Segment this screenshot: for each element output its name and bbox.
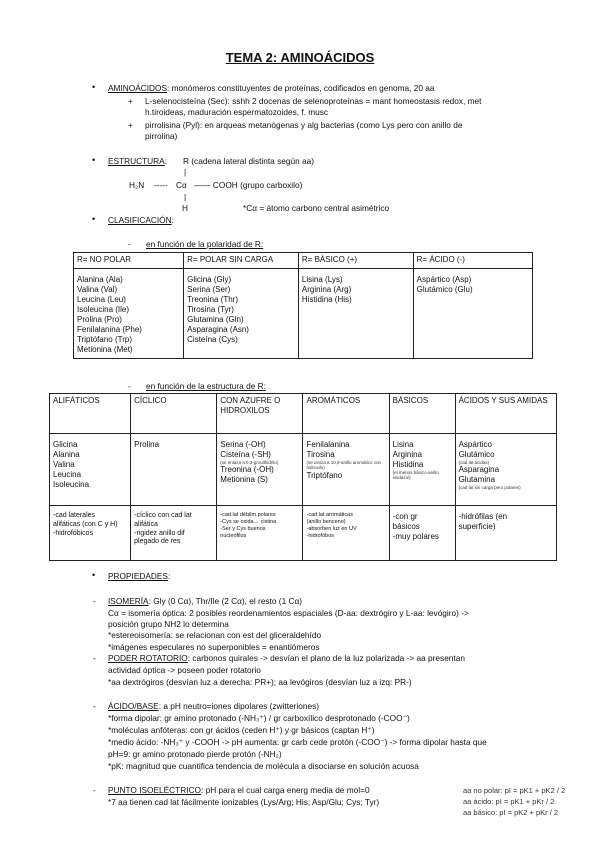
azufre-properties [217, 506, 303, 561]
alifaticos-cell [50, 434, 131, 506]
structure-table [49, 393, 557, 561]
punto-text: : pH para el cual carga energ media de mol=0 [200, 785, 370, 795]
poder-term: PODER ROTATORIO [108, 653, 188, 663]
header-acido: R= ÁCIDO (-) [413, 253, 532, 269]
list-item: Alanina (Ala) [77, 275, 123, 284]
plus-icon: + [128, 96, 133, 106]
list-item: -muy polares [392, 532, 439, 541]
list-item: (anillo benceno) [306, 518, 346, 525]
list-item: -cad laterales [53, 512, 96, 519]
acido-line1 [108, 701, 319, 712]
no-polar-cell [74, 269, 184, 359]
bullet-icon: • [92, 214, 96, 224]
list-item: Leucina (Leu) [77, 295, 126, 304]
bond-line-bottom: | [184, 192, 187, 202]
list-item: Tirosina [306, 450, 335, 459]
estructura-term: ESTRUCTURA [108, 156, 165, 166]
clasificacion-term: CLASIFICACIÓN [108, 215, 172, 225]
poder-line1 [108, 653, 465, 664]
isomeria-text: : Gly (0 Cα), Thr/Ile (2 Cα), el resto (1 Cα) [148, 596, 303, 606]
list-item: Glutamina [458, 475, 496, 485]
basicos-properties [389, 506, 455, 561]
bond-line-top: | [184, 167, 187, 177]
polar-sin-carga-cell [184, 269, 299, 359]
dash-marker: - [128, 381, 131, 391]
acidos-properties [455, 506, 556, 561]
bullet-icon: • [92, 82, 96, 92]
aromaticos-cell [303, 434, 389, 506]
header-azufre-hidroxilos: CON AZUFRE O HIDROXILOS [217, 394, 303, 434]
list-item: alifática [134, 520, 158, 528]
list-item: Histidina (His) [301, 295, 352, 304]
list-item: Metionina (Met) [77, 345, 133, 354]
cisteina-note: (se enlaza a 0,3-grouilhidrilo) [220, 460, 279, 465]
structure-heading: en función de la estructura de R: [146, 381, 266, 391]
acido-line6: *pK: magnitud que cuantifica tendencia de molécula a disociarse en solución acuosa [108, 761, 419, 771]
basicos-cell [389, 434, 455, 506]
basico-cell [298, 269, 413, 359]
dash-marker: - [93, 785, 96, 795]
side-note-basico: aa básico: pI = pK2 + pKr / 2 [463, 808, 559, 817]
list-item: Alanina [53, 450, 80, 459]
list-item: Aspártico (Asp) [416, 275, 472, 284]
table-row [74, 269, 533, 359]
table-header-row [74, 253, 533, 269]
acidos-cell [455, 434, 556, 506]
isomeria-line1 [108, 596, 302, 607]
aminoacidos-term: AMINOÁCIDOS [108, 83, 168, 93]
isomeria-line5: *imágenes especulares no superponibles = enantiómeros [108, 642, 320, 652]
list-item: nucleófilos [220, 532, 247, 539]
isomeria-line3: posición grupo NH2 lo determina [108, 619, 229, 629]
acido-line4: *medio ácido: -NH₃⁺ y -COOH -> pH aumenta: gr carb cede protón (-COO⁻) -> forma dipolar hasta que [108, 737, 487, 747]
list-item: superficie) [458, 522, 496, 531]
aminoacidos-definition [108, 83, 435, 94]
side-note-acido: aa ácido: pI = pK1 + pKr / 2 [463, 797, 555, 806]
list-item: Serina (-OH) [220, 440, 266, 449]
list-item: Valina (Val) [77, 285, 118, 294]
list-item: -cad lat aromáticas [306, 512, 353, 518]
list-item: Fenilalanina (Phe) [77, 325, 142, 334]
list-item: Triptófano (Trp) [77, 335, 132, 344]
list-item: Triptófano [306, 470, 343, 480]
header-basico: R= BÁSICO (+) [298, 253, 413, 269]
list-item: Lisina (Lys) [301, 275, 343, 284]
acido-line5: pH=9: gr amino protonado pierde protón (-NH₂) [108, 749, 282, 759]
list-item: -absorben luz en UV [306, 525, 357, 532]
r-group-label: R (cadena lateral distinta según aa) [183, 156, 314, 166]
list-item: Isoleucina [53, 480, 90, 489]
list-item: -hidrofóbicos [53, 529, 94, 537]
azufre-cell [217, 434, 303, 506]
poder-line3: *aa dextrógiros (desvían luz a derecha: PR+); aa levógiros (desvían luz a izq: PR-) [108, 677, 412, 687]
list-item: Metionina (S) [220, 475, 268, 485]
list-item: Prolina [134, 440, 160, 449]
propiedades-term: PROPIEDADES [108, 571, 168, 581]
selenocisteina-line1: L-selenocisteína (Sec): sshh 2 docenas de selenoproteínas = mant homeostasis redox, met [145, 96, 482, 106]
acido-text: : a pH neutro=iones dipolares (zwitteriones) [158, 701, 319, 711]
list-item: Arginina (Arg) [301, 285, 352, 294]
ciclico-properties [131, 506, 217, 561]
poder-text: : carbonos quirales -> desvían el plano de la luz polarizada -> aa presentan [187, 653, 465, 663]
poder-line2: actividad óptica -> poseen poder rotatorio [108, 665, 261, 675]
list-item: Arginina [392, 450, 423, 459]
acido-line2: *forma dipolar: gr amino protonado (-NH₃⁺) / gr carboxílico desprotonado (-COO⁻) [108, 713, 410, 723]
list-item: -rigidez anillo dif [134, 529, 185, 537]
list-item: Aspártico [458, 440, 492, 449]
list-item: Prolina (Pro) [77, 315, 122, 324]
header-ciclico: CÍCLICO [131, 394, 217, 434]
dash-marker: - [128, 239, 131, 249]
list-item: -con gr [392, 512, 418, 521]
table-row [50, 434, 557, 506]
list-item: -hidrófilas (en [458, 512, 508, 521]
tirosina-note: (se ioniza a 10,9-anillo aromático con hidroxilo) [306, 460, 382, 471]
punto-line1 [108, 785, 370, 796]
list-item: Asparagina [458, 465, 500, 475]
list-item: Glutámico (Glu) [416, 285, 473, 294]
isomeria-line2: Cα = isomería óptica: 2 posibles reordenamientos espaciales (D-aa: dextrógiro y L-aa: levógiro) -> [108, 608, 469, 618]
list-item: Lisina [392, 440, 414, 449]
alpha-carbon: Cα [176, 180, 187, 190]
alifaticos-properties [50, 506, 131, 561]
list-item: Glutámico [458, 450, 495, 459]
list-item: básicos [392, 522, 420, 531]
ciclico-cell [131, 434, 217, 506]
list-item: Serina (Ser) [187, 285, 231, 294]
list-item: Valina [53, 460, 75, 469]
list-item: -Cys se oxida→ cistina [220, 518, 277, 525]
isomeria-term: ISOMERÍA [108, 596, 149, 606]
side-note-no-polar: aa no polar: pI = pK1 + pK2 / 2 [463, 786, 566, 795]
bullet-icon: • [92, 570, 96, 580]
plus-icon: + [128, 120, 133, 130]
punto-term: PUNTO ISOELÉCTRICO [108, 785, 201, 795]
page-title: TEMA 2: AMINOÁCIDOS [225, 50, 375, 65]
header-alifaticos: ALIFÁTICOS [50, 394, 131, 434]
list-item: plegado de res [134, 538, 181, 546]
header-basicos: BÁSICOS [389, 394, 455, 434]
dash-marker: - [93, 596, 96, 606]
histidina-note: (el menos básico-anillo imidazol) [392, 470, 439, 481]
acido-line3: *moléculas anfóteras: con gr ácidos (ceden H⁺) y gr básicos (captan H⁺) [108, 725, 375, 735]
aminoacidos-text: : monómeros constituyentes de proteínas, codificados en genoma, 20 aa [167, 83, 435, 93]
estructura-heading: ESTRUCTURA: [108, 156, 168, 166]
header-no-polar: R= NO POLAR [74, 253, 184, 269]
list-item: Histidina [392, 460, 424, 469]
list-item: -hidrofóbos [306, 532, 335, 539]
polarity-table [73, 252, 533, 359]
hydrogen-label: H [182, 203, 188, 213]
alpha-carbon-note: *Cα = átomo carbono central asimétrico [243, 203, 390, 213]
header-polar-sin-carga: R= POLAR SIN CARGA [184, 253, 299, 269]
aromaticos-properties [303, 506, 389, 561]
amino-group: H₂N [129, 180, 145, 190]
list-item: Asparagina (Asn) [187, 325, 249, 334]
clasificacion-heading: CLASIFICACIÓN: [108, 215, 174, 225]
header-aromaticos: AROMÁTICOS [303, 394, 389, 434]
list-item: Glutamina (Gln) [187, 315, 244, 324]
table-row [50, 506, 557, 561]
list-item: Tirosina (Tyr) [187, 305, 234, 314]
dash-marker: - [93, 701, 96, 711]
list-item: -cíclico con cad lat [134, 512, 192, 519]
dash-marker: - [93, 653, 96, 663]
list-item: -cad lat débilm polares [220, 512, 276, 518]
list-item: Cisteína (Cys) [187, 335, 238, 344]
list-item: -Ser y Cys buenos [220, 525, 266, 532]
header-acidos-amidas: ÁCIDOS Y SUS AMIDAS [455, 394, 556, 434]
list-item: Treonina (-OH) [220, 465, 274, 475]
polares-note: (cad lat sin carga pero polares) [458, 485, 521, 491]
acido-cell [413, 269, 532, 359]
list-item: Fenilalanina [306, 440, 350, 449]
acido-term: ÁCIDO/BASE [108, 701, 159, 711]
list-item: Cisteína (-SH) [220, 450, 271, 459]
polarity-heading: en función de la polaridad de R: [146, 239, 264, 249]
punto-line2: *7 aa tienen cad lat fácilmente ionizables (Lys/Arg; His; Asp/Glu; Cys; Tyr) [108, 797, 380, 807]
list-item: Treonina (Thr) [187, 295, 238, 304]
pirrolisina-line1: pirrolisina (Pyl): en arqueas metanógenas y alg bacterias (como Lys pero con anillo de [145, 120, 463, 130]
propiedades-heading: PROPIEDADES: [108, 571, 171, 581]
carboxyl-group: —— COOH (grupo carboxilo) [194, 180, 303, 190]
acidas-note: (cad lat ácidas) [458, 460, 490, 465]
list-item: alifáticas (con C y H) [53, 520, 118, 528]
selenocisteina-line2: h.tiroideas, maduración espermatozoides, f. musc [145, 107, 329, 117]
list-item: Glicina [53, 440, 78, 449]
list-item: Isoleucina (Ile) [77, 305, 130, 314]
pirrolisina-line2: pirrolina) [145, 131, 178, 141]
list-item: Glicina (Gly) [187, 275, 232, 284]
table-header-row [50, 394, 557, 434]
bond-dashes: ----- [154, 180, 168, 190]
bullet-icon: • [92, 155, 96, 165]
list-item: Leucina [53, 470, 82, 479]
isomeria-line4: *estereoisomería: se relacionan con est del gliceraldehído [108, 630, 322, 640]
